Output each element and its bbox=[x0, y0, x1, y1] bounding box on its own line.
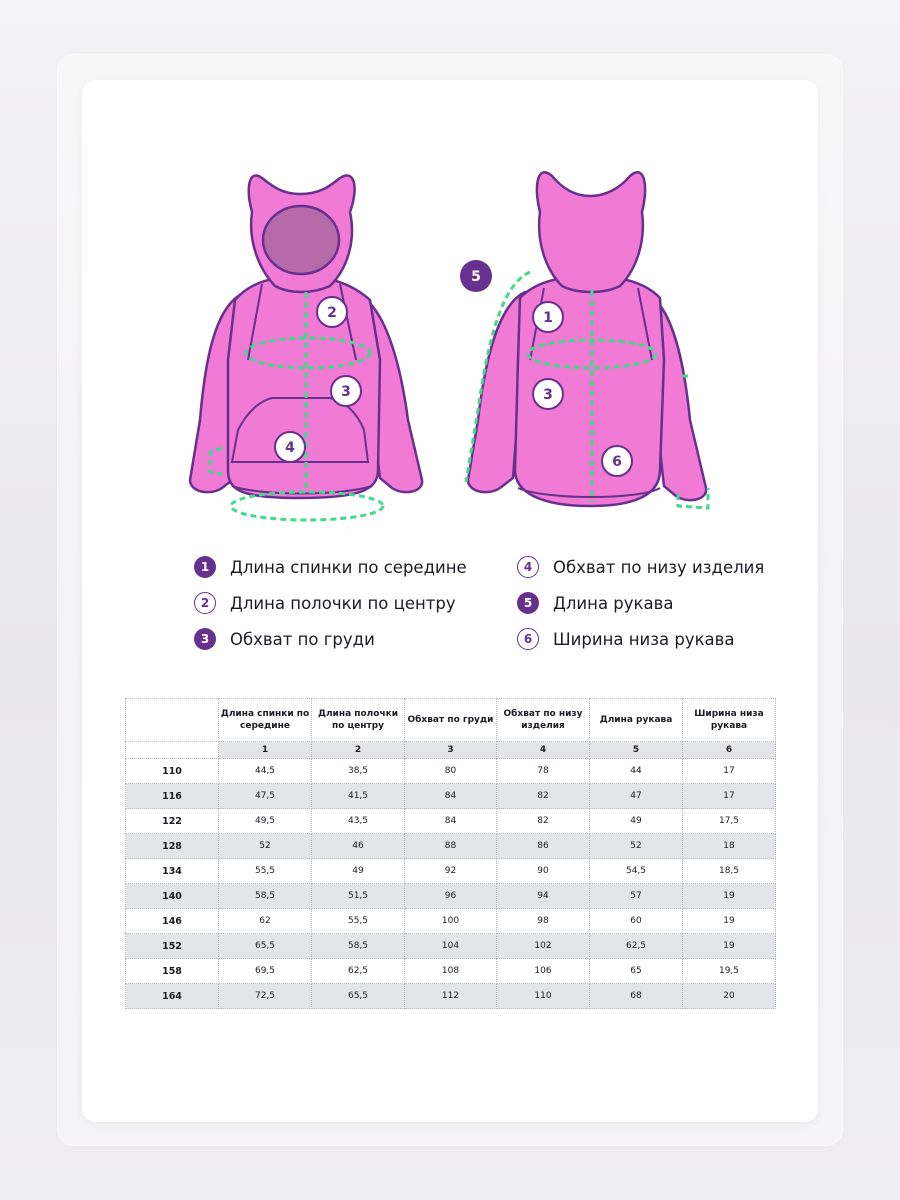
table-cell: 100 bbox=[405, 909, 497, 934]
table-cell: 98 bbox=[497, 909, 590, 934]
table-cell: 17,5 bbox=[683, 809, 776, 834]
table-row bbox=[126, 809, 776, 834]
table-cell: 41,5 bbox=[312, 784, 405, 809]
table-cell: 112 bbox=[405, 984, 497, 1009]
size-cell: 122 bbox=[126, 809, 219, 834]
legend-label: Длина рукава bbox=[553, 593, 674, 613]
header-cell bbox=[126, 699, 219, 742]
legend-item-6 bbox=[517, 626, 735, 652]
table-cell: 44,5 bbox=[219, 759, 312, 784]
front-view bbox=[190, 176, 422, 520]
size-cell: 116 bbox=[126, 784, 219, 809]
legend-label: Обхват по груди bbox=[230, 629, 375, 649]
size-table bbox=[125, 698, 776, 1009]
table-cell: 104 bbox=[405, 934, 497, 959]
table-cell: 80 bbox=[405, 759, 497, 784]
table-cell: 49 bbox=[590, 809, 683, 834]
size-cell: 146 bbox=[126, 909, 219, 934]
legend-badge: 4 bbox=[517, 556, 539, 578]
table-row bbox=[126, 759, 776, 784]
column-number: 3 bbox=[405, 742, 497, 759]
back-badge-1: 1 bbox=[543, 310, 553, 326]
table-cell: 62 bbox=[219, 909, 312, 934]
size-cell: 134 bbox=[126, 859, 219, 884]
legend-label: Длина спинки по середине bbox=[230, 557, 467, 577]
table-row bbox=[126, 859, 776, 884]
table-cell: 52 bbox=[219, 834, 312, 859]
table-row bbox=[126, 784, 776, 809]
table-cell: 58,5 bbox=[219, 884, 312, 909]
size-cell: 164 bbox=[126, 984, 219, 1009]
legend-label: Длина полочки по центру bbox=[230, 593, 456, 613]
table-cell: 19 bbox=[683, 884, 776, 909]
table-cell: 88 bbox=[405, 834, 497, 859]
legend-item-5 bbox=[517, 590, 673, 616]
table-cell: 17 bbox=[683, 784, 776, 809]
table-cell: 106 bbox=[497, 959, 590, 984]
table-cell: 19 bbox=[683, 934, 776, 959]
legend-badge: 6 bbox=[517, 628, 539, 650]
column-number: 4 bbox=[497, 742, 590, 759]
table-cell: 47 bbox=[590, 784, 683, 809]
table-cell: 55,5 bbox=[312, 909, 405, 934]
table-row bbox=[126, 834, 776, 859]
table-cell: 90 bbox=[497, 859, 590, 884]
table-cell: 18 bbox=[683, 834, 776, 859]
table-cell: 84 bbox=[405, 809, 497, 834]
table-cell: 51,5 bbox=[312, 884, 405, 909]
table-row bbox=[126, 909, 776, 934]
column-number: 1 bbox=[219, 742, 312, 759]
size-cell: 152 bbox=[126, 934, 219, 959]
table-header-row bbox=[126, 699, 776, 742]
table-cell: 65,5 bbox=[312, 984, 405, 1009]
header-cell: Обхват по груди bbox=[405, 699, 497, 742]
table-cell: 82 bbox=[497, 784, 590, 809]
table-cell: 55,5 bbox=[219, 859, 312, 884]
table-cell: 110 bbox=[497, 984, 590, 1009]
legend-badge: 5 bbox=[517, 592, 539, 614]
table-cell: 108 bbox=[405, 959, 497, 984]
table-cell: 44 bbox=[590, 759, 683, 784]
back-badge-5: 5 bbox=[471, 269, 481, 285]
column-number: 6 bbox=[683, 742, 776, 759]
back-view bbox=[460, 172, 708, 508]
header-cell: Длина рукава bbox=[590, 699, 683, 742]
table-cell: 47,5 bbox=[219, 784, 312, 809]
table-cell: 68 bbox=[590, 984, 683, 1009]
legend-badge: 2 bbox=[194, 592, 216, 614]
size-cell: 140 bbox=[126, 884, 219, 909]
table-row bbox=[126, 884, 776, 909]
table-cell: 60 bbox=[590, 909, 683, 934]
table-row bbox=[126, 984, 776, 1009]
table-cell: 96 bbox=[405, 884, 497, 909]
header-cell: Обхват по низу изделия bbox=[497, 699, 590, 742]
table-cell: 57 bbox=[590, 884, 683, 909]
table-cell: 52 bbox=[590, 834, 683, 859]
header-cell: Длина спинки по середине bbox=[219, 699, 312, 742]
table-cell: 49,5 bbox=[219, 809, 312, 834]
table-cell: 54,5 bbox=[590, 859, 683, 884]
legend-item-1 bbox=[194, 554, 467, 580]
table-cell: 49 bbox=[312, 859, 405, 884]
table-row bbox=[126, 959, 776, 984]
table-cell: 92 bbox=[405, 859, 497, 884]
table-row bbox=[126, 934, 776, 959]
table-cell: 94 bbox=[497, 884, 590, 909]
size-cell: 110 bbox=[126, 759, 219, 784]
table-cell: 102 bbox=[497, 934, 590, 959]
legend-item-4 bbox=[517, 554, 764, 580]
front-badge-3: 3 bbox=[341, 384, 351, 400]
table-cell: 18,5 bbox=[683, 859, 776, 884]
legend-badge: 3 bbox=[194, 628, 216, 650]
front-badge-2: 2 bbox=[327, 305, 337, 321]
back-hood bbox=[537, 172, 645, 292]
table-cell: 62,5 bbox=[312, 959, 405, 984]
blank-cell bbox=[126, 742, 219, 759]
table-cell: 62,5 bbox=[590, 934, 683, 959]
hoodie-diagram bbox=[82, 80, 818, 540]
legend-item-2 bbox=[194, 590, 456, 616]
column-number-row bbox=[126, 742, 776, 759]
back-badge-6: 6 bbox=[612, 454, 622, 470]
table-cell: 82 bbox=[497, 809, 590, 834]
size-cell: 128 bbox=[126, 834, 219, 859]
table-cell: 20 bbox=[683, 984, 776, 1009]
front-badge-4: 4 bbox=[285, 440, 295, 456]
column-number: 2 bbox=[312, 742, 405, 759]
front-hood-opening bbox=[263, 206, 339, 274]
table-cell: 86 bbox=[497, 834, 590, 859]
table-cell: 69,5 bbox=[219, 959, 312, 984]
legend-label: Ширина низа рукава bbox=[553, 629, 735, 649]
table-cell: 78 bbox=[497, 759, 590, 784]
table-cell: 84 bbox=[405, 784, 497, 809]
table-cell: 43,5 bbox=[312, 809, 405, 834]
header-cell: Длина полочки по центру bbox=[312, 699, 405, 742]
table-cell: 65 bbox=[590, 959, 683, 984]
table-cell: 46 bbox=[312, 834, 405, 859]
table-body bbox=[126, 759, 776, 1009]
legend-item-3 bbox=[194, 626, 375, 652]
table-cell: 19,5 bbox=[683, 959, 776, 984]
back-badge-3: 3 bbox=[543, 387, 553, 403]
measurement-legend bbox=[190, 552, 790, 662]
legend-badge: 1 bbox=[194, 556, 216, 578]
header-cell: Ширина низа рукава bbox=[683, 699, 776, 742]
legend-label: Обхват по низу изделия bbox=[553, 557, 765, 577]
table-cell: 38,5 bbox=[312, 759, 405, 784]
table-cell: 58,5 bbox=[312, 934, 405, 959]
table-cell: 72,5 bbox=[219, 984, 312, 1009]
size-cell: 158 bbox=[126, 959, 219, 984]
column-number: 5 bbox=[590, 742, 683, 759]
table-cell: 19 bbox=[683, 909, 776, 934]
table-cell: 65,5 bbox=[219, 934, 312, 959]
table-cell: 17 bbox=[683, 759, 776, 784]
